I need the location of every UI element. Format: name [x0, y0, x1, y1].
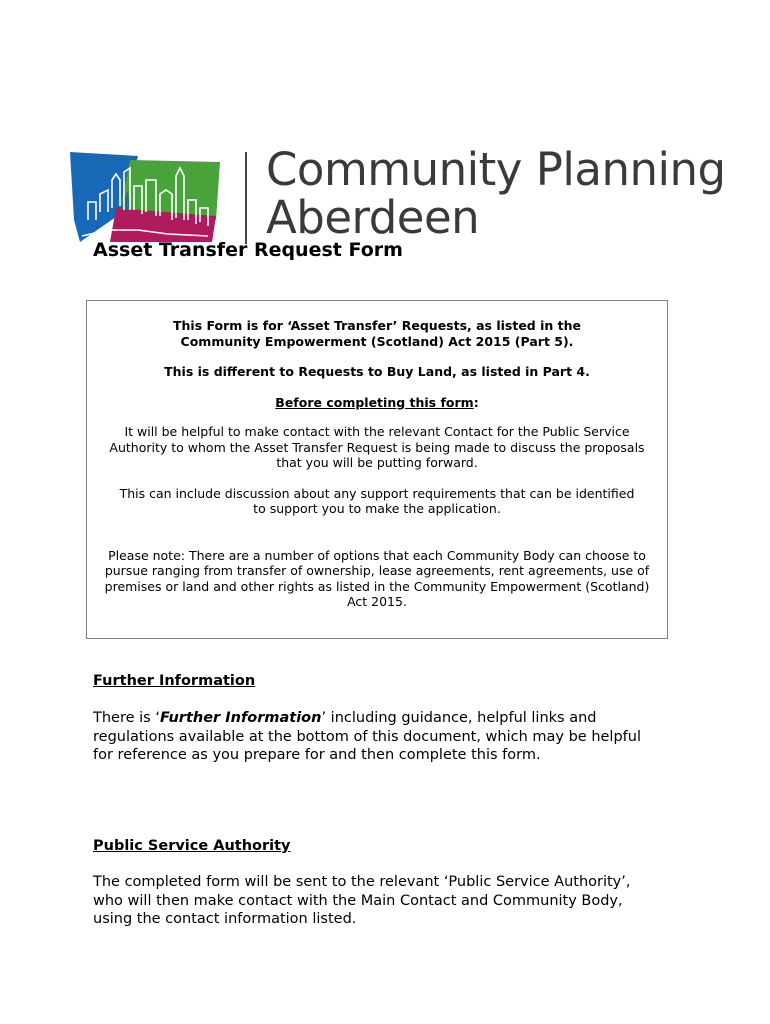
before-completing-line: [97, 395, 657, 411]
further-information-emphasis: Further Information: [159, 710, 322, 726]
please-note-text: Please note: There are a number of options that each Community Body can choose to pursue ranging from transfer of ownership, lease agreements, rent agreements, use of premises or land and other rights as listed in the Community Empowerment (Scotland) Act 2015.: [104, 547, 650, 609]
logo-line-2: Aberdeen: [266, 191, 480, 244]
logo-wordmark: [266, 143, 726, 244]
further-information-heading: Further Information: [93, 673, 256, 689]
logo-divider: [245, 152, 247, 244]
further-information-prefix: There is ‘: [93, 710, 160, 726]
support-note-text: This can include discussion about any support requirements that can be identified to support you to make the application.: [119, 485, 635, 516]
public-service-authority-body: The completed form will be sent to the relevant ‘Public Service Authority’, who will then make contact with the Main Contact and Community Body, using the contact information listed.: [93, 874, 631, 927]
further-information-body: [93, 709, 653, 765]
city-skyline-logo-icon: [68, 150, 223, 246]
before-completing-colon: :: [473, 394, 479, 410]
community-planning-aberdeen-logo: [68, 143, 726, 250]
info-box: [86, 300, 668, 639]
intro-text: This Form is for ‘Asset Transfer’ Requests, as listed in the Community Empowerment (Scotland) Act 2015 (Part 5).: [172, 318, 581, 349]
further-information-suffix: ’ including guidance, helpful links and regulations available at the bottom of this document, which may be helpful for reference as you prepare for and then complete this form.: [93, 710, 641, 763]
contact-advice-text: It will be helpful to make contact with the relevant Contact for the Public Service Authority to whom the Asset Transfer Request is being made to discuss the proposals that you will be putting forward.: [109, 424, 645, 470]
public-service-authority-heading: Public Service Authority: [93, 838, 291, 854]
before-completing-heading: Before completing this form: [275, 394, 474, 410]
logo-line-1: Community Planning: [266, 143, 726, 196]
difference-text: This is different to Requests to Buy Land, as listed in Part 4.: [164, 364, 590, 379]
form-title: Asset Transfer Request Form: [93, 239, 403, 261]
